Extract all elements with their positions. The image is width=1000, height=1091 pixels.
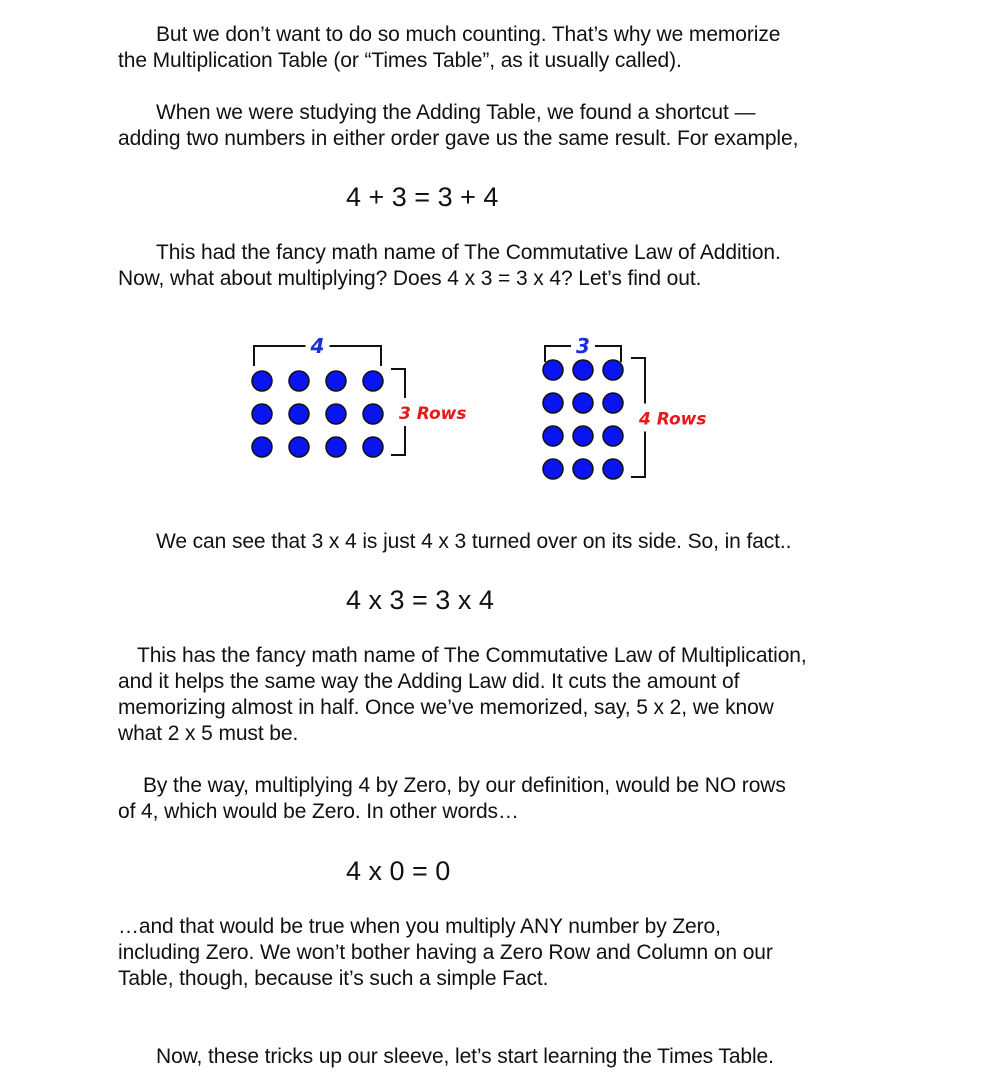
dot — [603, 360, 623, 380]
dot — [363, 371, 383, 391]
dot — [363, 437, 383, 457]
equation-zero: 4 x 0 = 0 — [346, 856, 451, 886]
equation-multiplication: 4 x 3 = 3 x 4 — [346, 585, 494, 615]
dot — [573, 426, 593, 446]
dot — [326, 437, 346, 457]
dot — [573, 459, 593, 479]
dot — [573, 360, 593, 380]
row-count-label: 3 Rows — [399, 404, 467, 424]
dot — [543, 459, 563, 479]
column-count-label: 3 — [576, 334, 590, 358]
dot — [326, 404, 346, 424]
dot — [289, 404, 309, 424]
paragraph-3-line-1: This had the fancy math name of The Commutative Law of Addition. — [156, 241, 781, 264]
paragraph-7-line-2: including Zero. We won’t bother having a Zero Row and Column on our — [118, 941, 773, 964]
left-dot-array — [252, 334, 467, 457]
paragraph-7-line-1: …and that would be true when you multiply ANY number by Zero, — [118, 915, 721, 938]
dot — [252, 437, 272, 457]
dot — [603, 393, 623, 413]
dot — [543, 426, 563, 446]
paragraph-1-line-1: But we don’t want to do so much counting. That’s why we memorize — [156, 23, 781, 46]
dot — [573, 393, 593, 413]
dot — [289, 371, 309, 391]
paragraph-3-line-2: Now, what about multiplying? Does 4 x 3 = 3 x 4? Let’s find out. — [118, 267, 702, 290]
dot — [289, 437, 309, 457]
dot — [603, 459, 623, 479]
paragraph-5-line-4: what 2 x 5 must be. — [118, 722, 299, 745]
row-count-label: 4 Rows — [639, 409, 707, 430]
dot — [543, 393, 563, 413]
equation-addition: 4 + 3 = 3 + 4 — [346, 182, 499, 212]
right-dot-array — [543, 334, 707, 479]
dot — [363, 404, 383, 424]
dot — [326, 371, 346, 391]
dot — [543, 360, 563, 380]
paragraph-5-line-3: memorizing almost in half. Once we’ve memorized, say, 5 x 2, we know — [118, 696, 774, 719]
dot-array-figure — [240, 325, 740, 490]
paragraph-5-line-2: and it helps the same way the Adding Law did. It cuts the amount of — [118, 670, 740, 693]
paragraph-1-line-2: the Multiplication Table (or “Times Table”, as it usually called). — [118, 49, 682, 72]
paragraph-6-line-2: of 4, which would be Zero. In other words… — [118, 800, 519, 823]
paragraph-2-line-2: adding two numbers in either order gave us the same result. For example, — [118, 127, 799, 150]
paragraph-2-line-1: When we were studying the Adding Table, we found a shortcut — — [156, 101, 756, 124]
paragraph-5-line-1: This has the fancy math name of The Commutative Law of Multiplication, — [137, 644, 807, 667]
column-count-label: 4 — [310, 334, 325, 358]
dot — [252, 404, 272, 424]
paragraph-4: We can see that 3 x 4 is just 4 x 3 turned over on its side. So, in fact.. — [156, 530, 792, 553]
dot — [252, 371, 272, 391]
paragraph-7-line-3: Table, though, because it’s such a simple Fact. — [118, 967, 549, 990]
paragraph-6-line-1: By the way, multiplying 4 by Zero, by our definition, would be NO rows — [143, 774, 786, 797]
paragraph-8: Now, these tricks up our sleeve, let’s start learning the Times Table. — [156, 1045, 774, 1068]
dot — [603, 426, 623, 446]
